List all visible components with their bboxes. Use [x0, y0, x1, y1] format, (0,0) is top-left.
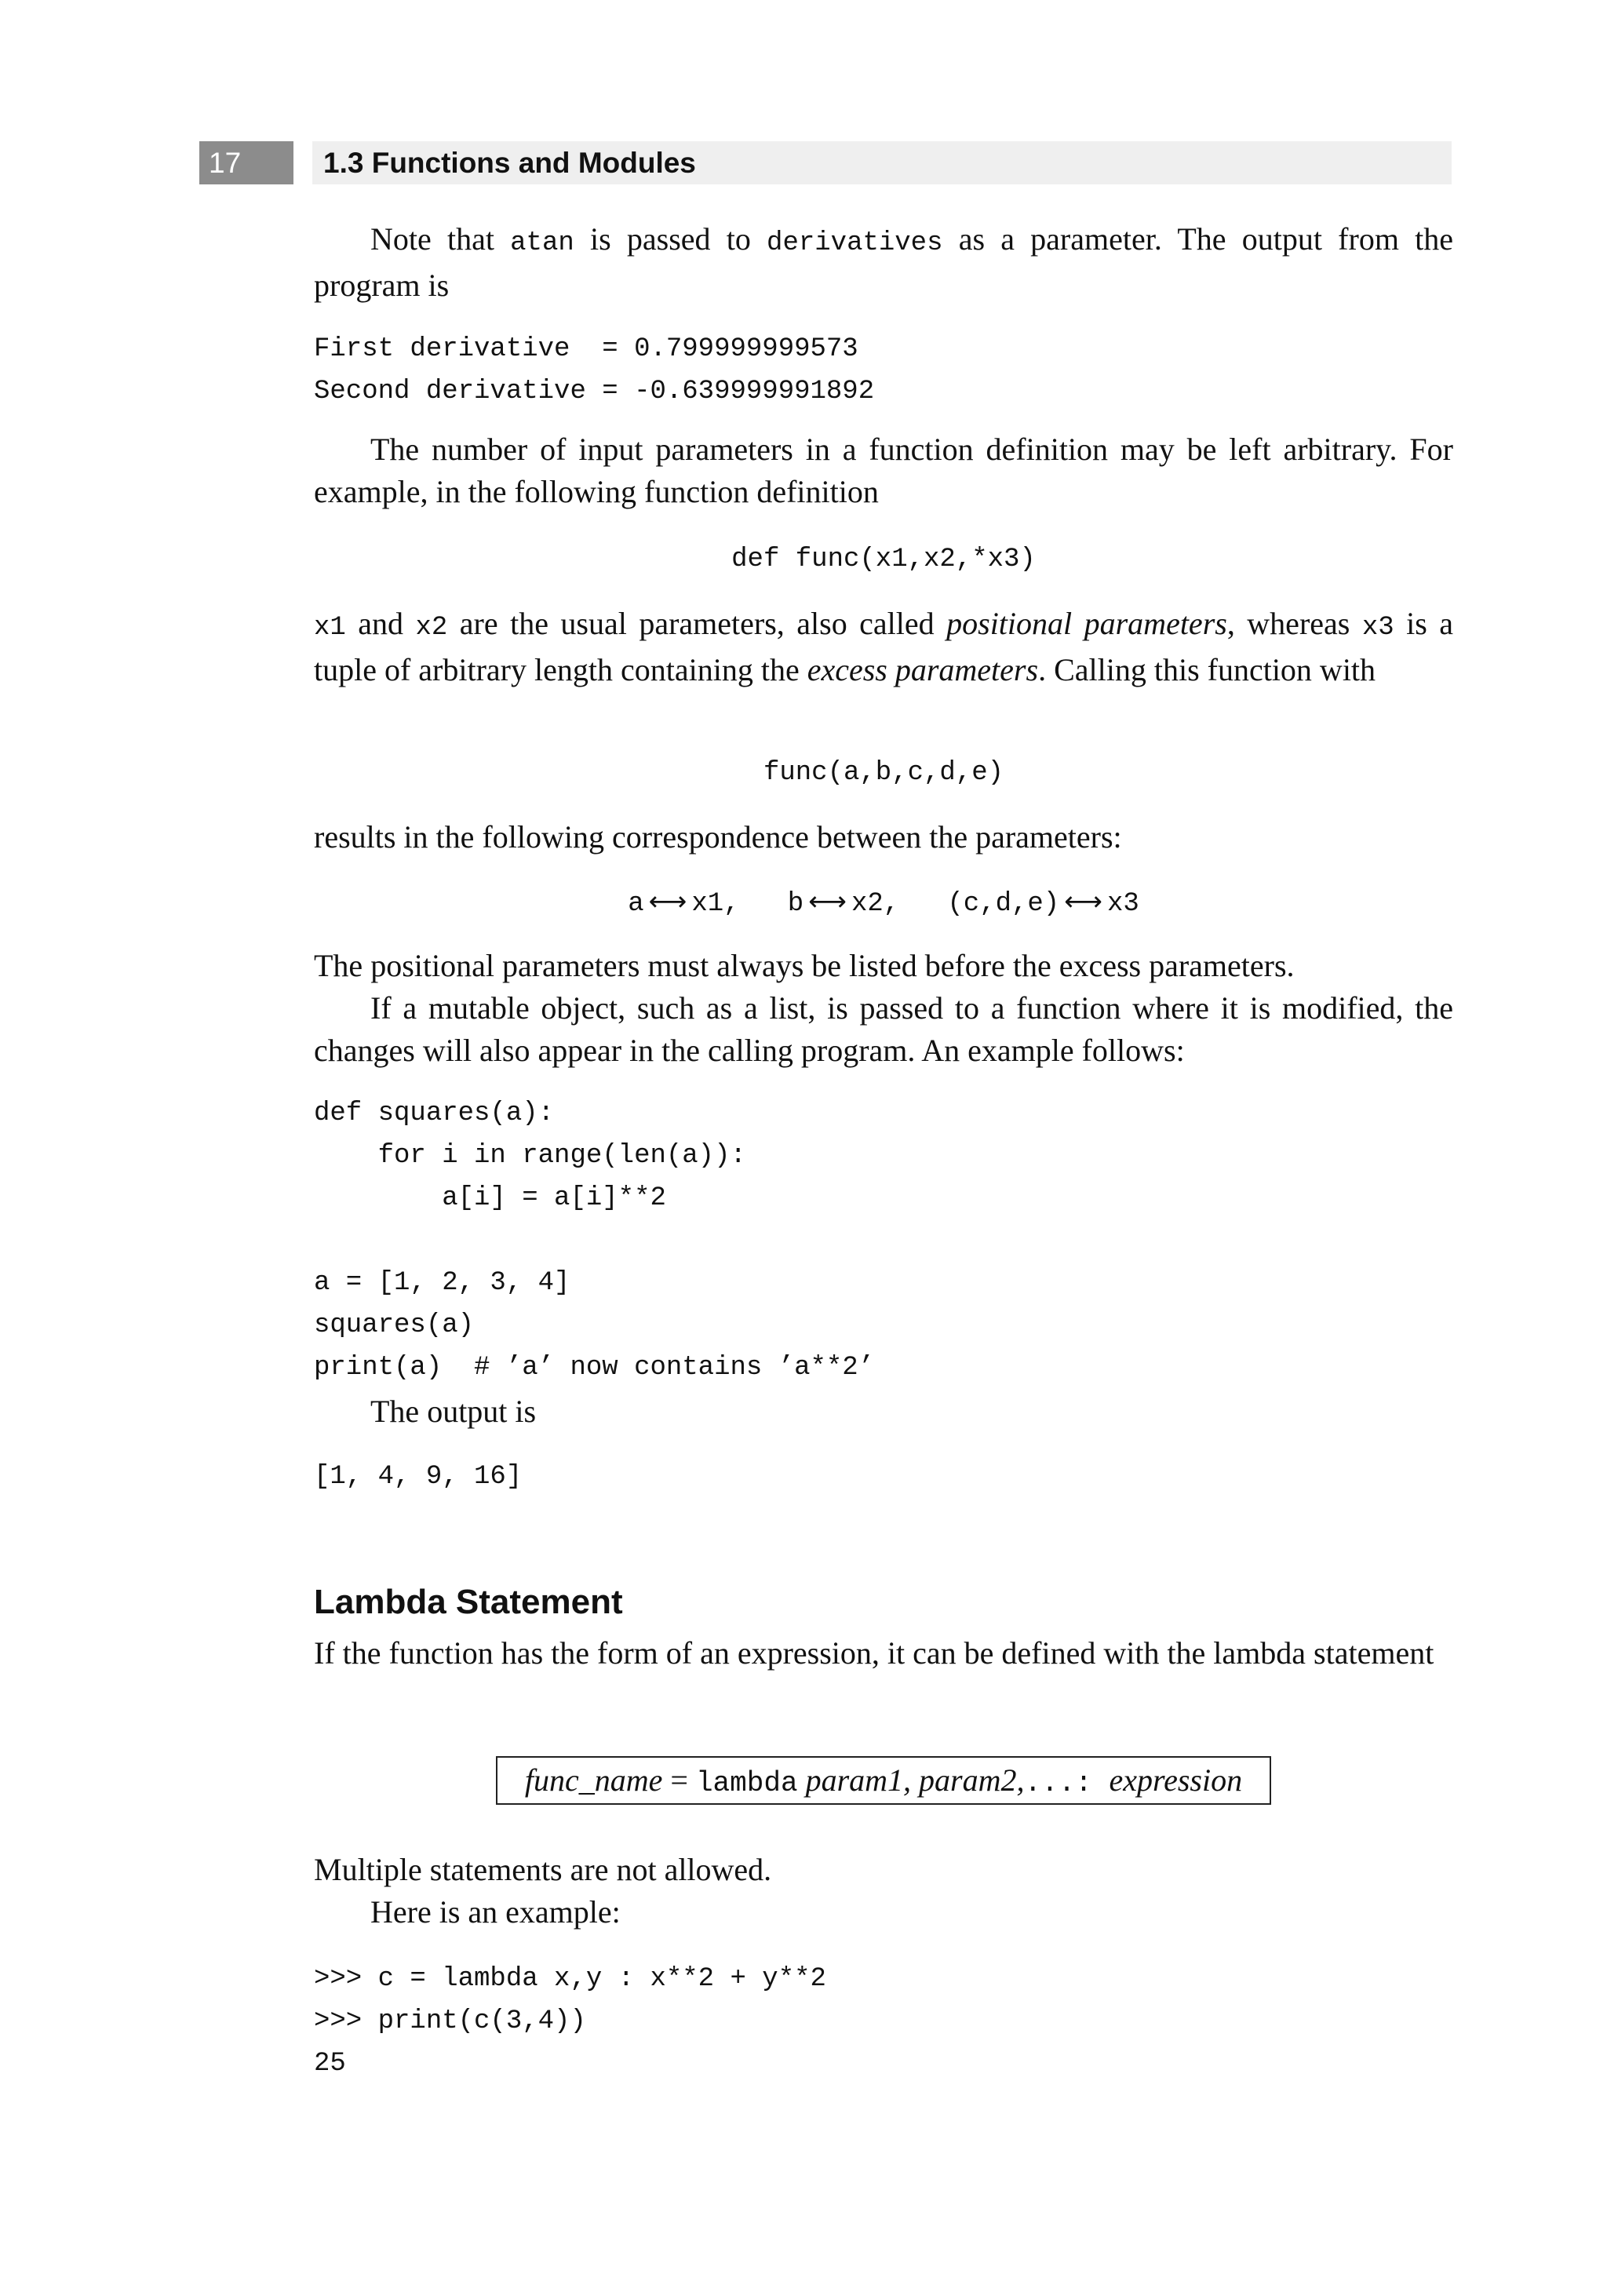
code-blank-line: [314, 1219, 874, 1262]
code-block-lambda: [314, 1958, 826, 2085]
text-span: is a tuple of arbitrary length containing the: [314, 606, 1453, 687]
page-number: 17: [199, 141, 293, 184]
section-title: 1.3 Functions and Modules: [323, 147, 696, 179]
syntax-expression: expression: [1109, 1762, 1243, 1798]
code-call-func: func(a,b,c,d,e): [763, 758, 1004, 788]
text-span: and: [345, 606, 416, 641]
text-span: are the usual parameters, also called: [447, 606, 947, 641]
param-cde: (c,d,e): [947, 889, 1060, 919]
output-block-derivatives: [314, 328, 874, 413]
text-span: as a parameter. The output from the program is: [314, 221, 1454, 303]
syntax-func-name: func_name: [524, 1762, 663, 1798]
paragraph-multiple-statements: Multiple statements are not allowed.: [314, 1852, 772, 1887]
syntax-colon: :: [1075, 1767, 1110, 1799]
double-arrow-icon: ⟷: [648, 886, 687, 917]
paragraph-positional-excess: [314, 603, 1453, 691]
param-x3: x3: [1106, 889, 1139, 919]
code-line: for i in range(len(a)):: [314, 1141, 746, 1171]
syntax-params: param1, param2,: [797, 1762, 1025, 1798]
param-b: b: [787, 889, 804, 919]
code-line: print(a) # ’a’ now contains ’a**2’: [314, 1353, 875, 1383]
double-arrow-icon: ⟷: [1064, 886, 1102, 917]
code-def-func: def func(x1,x2,*x3): [731, 545, 1036, 574]
code-line: def squares(a):: [314, 1099, 555, 1128]
lambda-syntax-box: [496, 1756, 1271, 1805]
paragraph-mutable-object: If a mutable object, such as a list, is passed to a function where it is modified, the changes will also appear in the calling program. An example follows:: [314, 990, 1453, 1068]
code-line: First derivative = 0.799999999573: [314, 334, 858, 364]
inline-code: atan: [510, 228, 574, 258]
paragraph-positional-order: The positional parameters must always be listed before the excess parameters.: [314, 948, 1295, 983]
text-span: Note that: [370, 221, 511, 257]
param-x1: x1,: [691, 889, 740, 919]
double-arrow-icon: ⟷: [808, 886, 847, 917]
syntax-equals: =: [662, 1762, 696, 1798]
output-block-squares: [1, 4, 9, 16]: [314, 1462, 523, 1492]
section-heading-lambda: Lambda Statement: [314, 1583, 623, 1621]
code-line: Second derivative = -0.639999991892: [314, 377, 875, 406]
code-line: >>> print(c(3,4)): [314, 2006, 586, 2036]
inline-code: x3: [1361, 613, 1394, 643]
param-x2: x2,: [851, 889, 900, 919]
italic-term: excess parameters: [807, 652, 1039, 687]
parameter-correspondence: [314, 880, 1453, 925]
code-line: >>> c = lambda x,y : x**2 + y**2: [314, 1964, 826, 1994]
syntax-dots: ...: [1024, 1767, 1076, 1799]
text-span: . Calling this function with: [1038, 652, 1376, 687]
paragraph-atan: [314, 218, 1453, 307]
code-line: a = [1, 2, 3, 4]: [314, 1268, 570, 1298]
code-line: 25: [314, 2049, 346, 2079]
syntax-keyword-lambda: lambda: [695, 1767, 798, 1799]
text-span: , whereas: [1226, 606, 1362, 641]
paragraph-correspondence-intro: results in the following correspondence between the parameters:: [314, 819, 1122, 855]
italic-term: positional parameters: [946, 606, 1227, 641]
inline-code: x1: [314, 613, 346, 643]
inline-code: derivatives: [767, 228, 943, 258]
text-span: is passed to: [574, 221, 767, 257]
param-a: a: [628, 889, 644, 919]
code-line: a[i] = a[i]**2: [314, 1183, 666, 1213]
code-block-squares: [314, 1092, 874, 1389]
inline-code: x2: [415, 613, 448, 643]
code-line: squares(a): [314, 1310, 475, 1340]
paragraph-output-is: The output is: [370, 1394, 537, 1429]
paragraph-lambda-intro: If the function has the form of an expression, it can be defined with the lambda statement: [314, 1635, 1434, 1671]
paragraph-example-intro: Here is an example:: [370, 1894, 621, 1930]
paragraph-arbitrary-params: The number of input parameters in a function definition may be left arbitrary. For example, in the following function definition: [314, 432, 1453, 509]
